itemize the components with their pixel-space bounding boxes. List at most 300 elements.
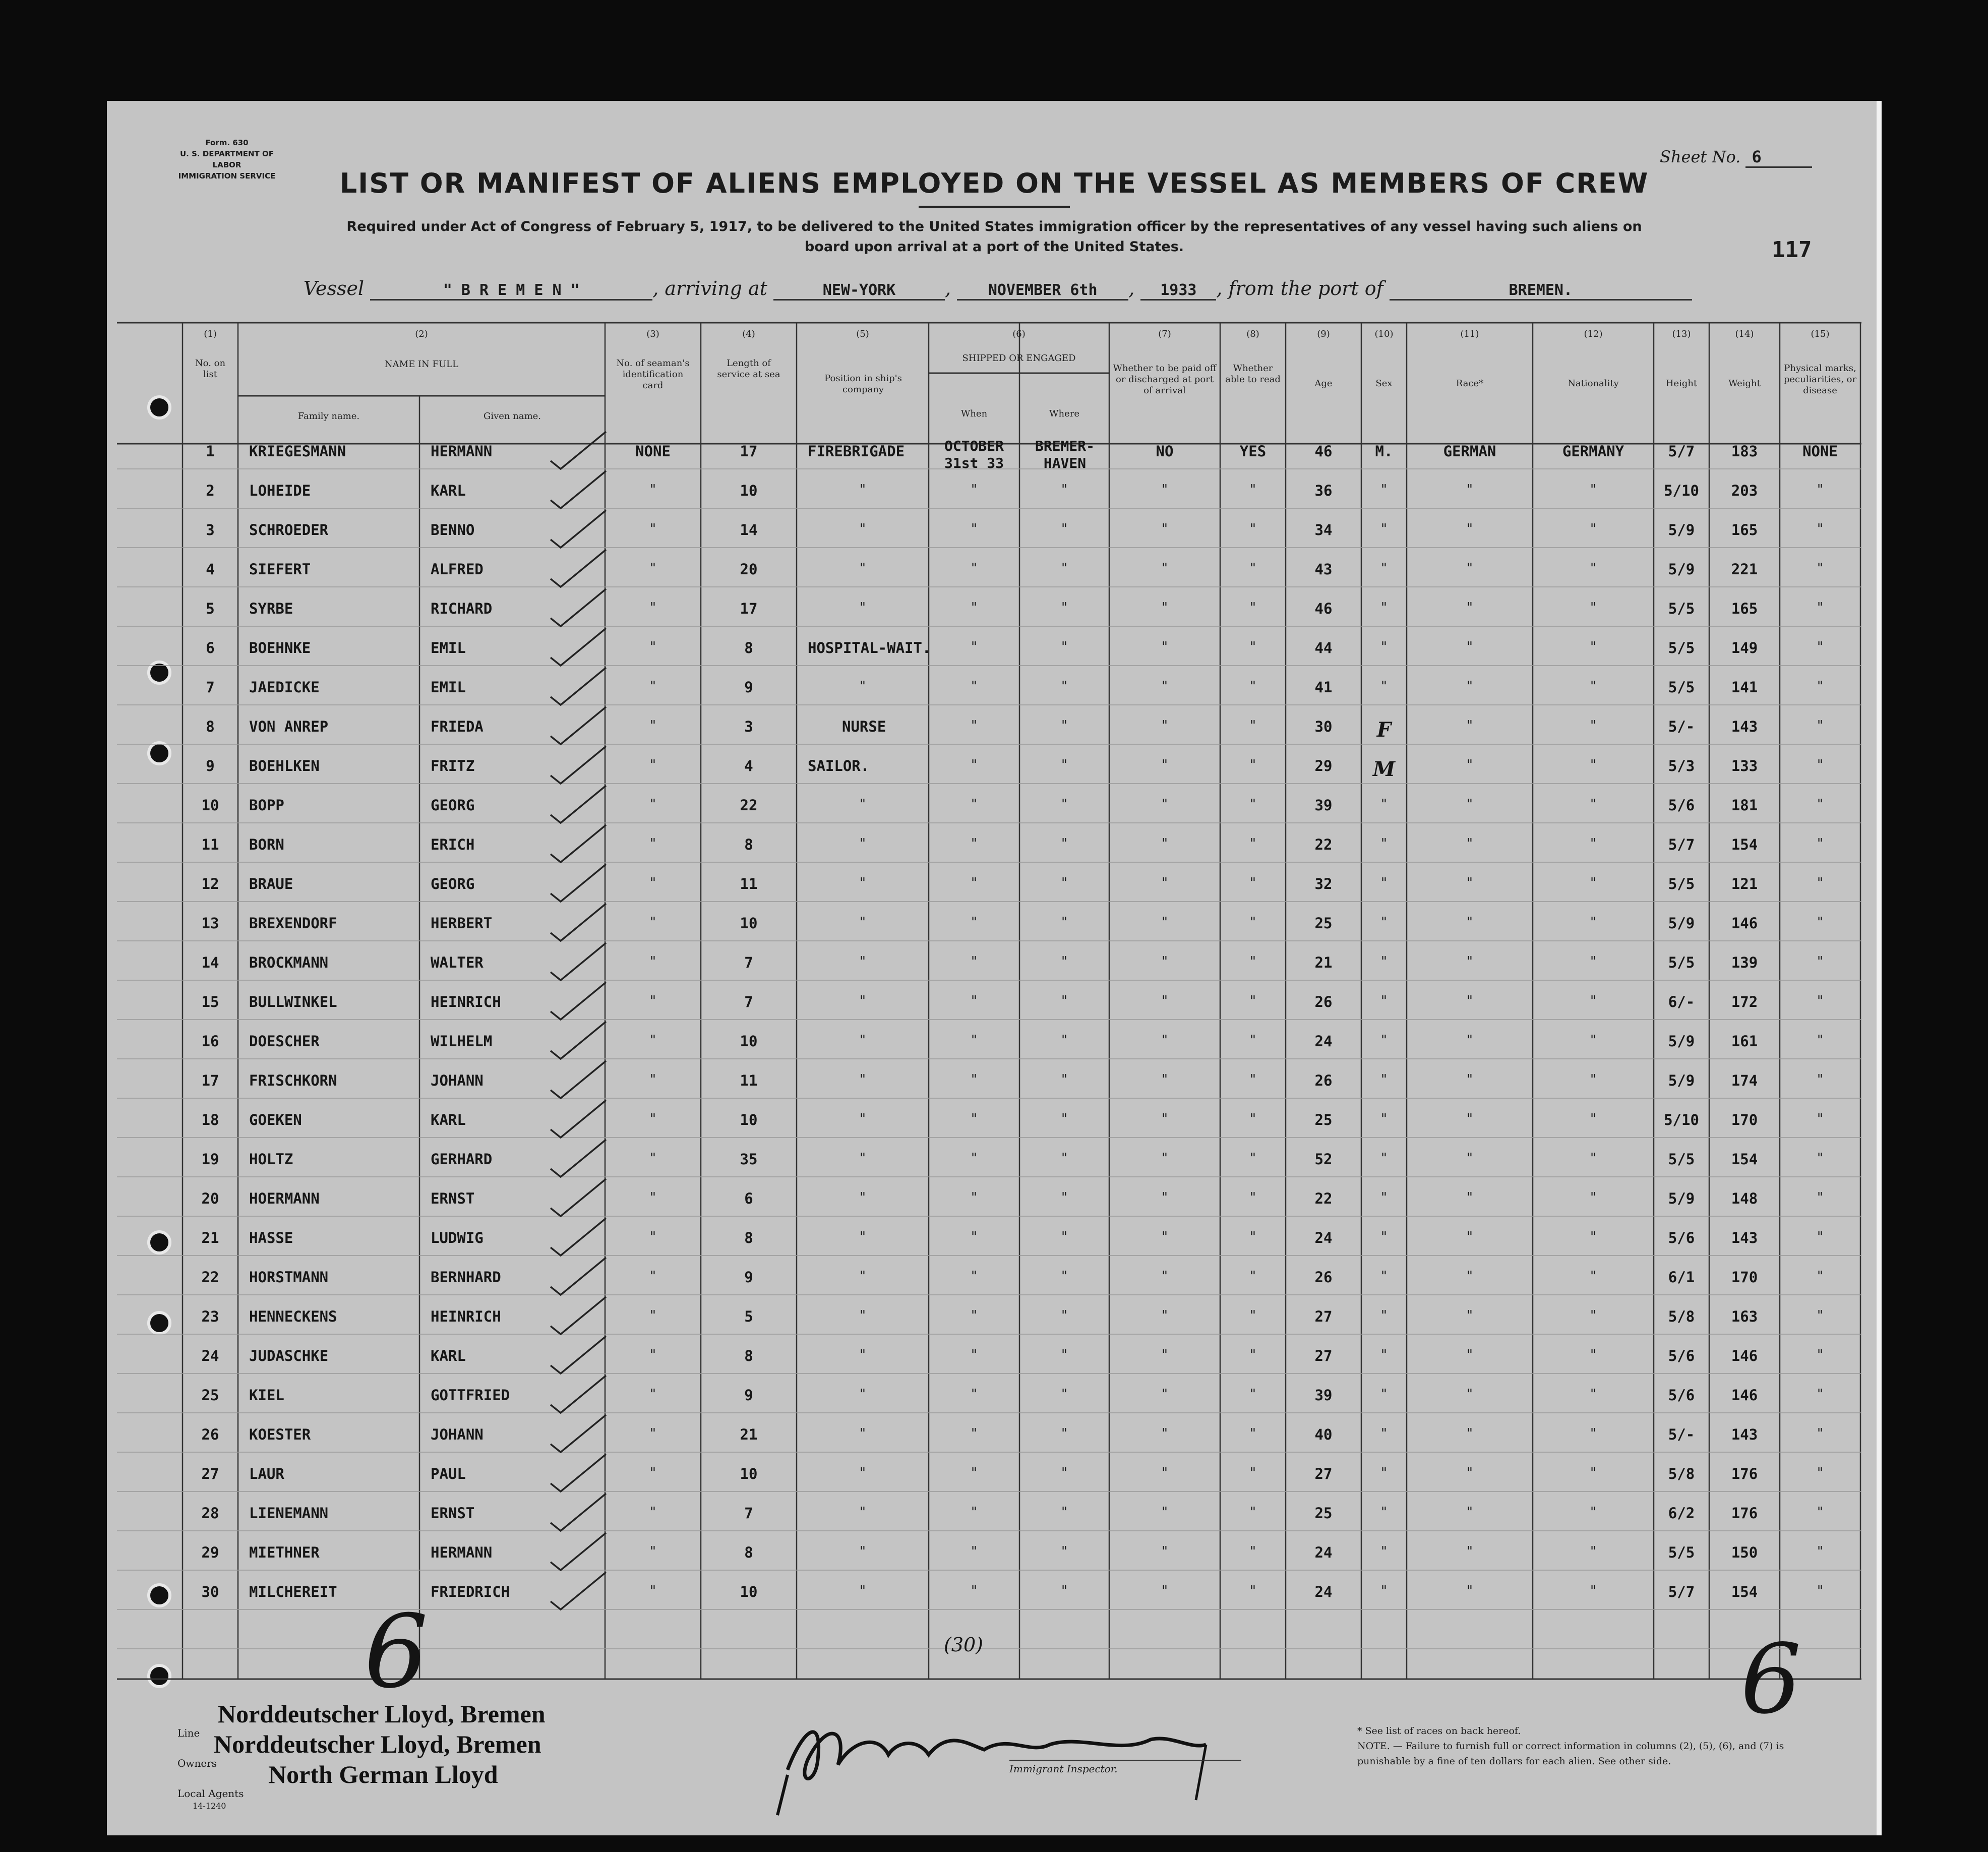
row-11-nationality: " xyxy=(1590,836,1596,851)
row-15-position: " xyxy=(860,993,866,1008)
shipped-when-line1: OCTOBER xyxy=(944,438,1004,454)
row-1-sex: M. xyxy=(1375,443,1393,460)
row-1-nationality: GERMANY xyxy=(1562,443,1624,460)
row-25-weight: 146 xyxy=(1731,1387,1758,1404)
row-10-no: 10 xyxy=(201,797,219,814)
shipped-where xyxy=(1019,438,1110,472)
row-6-weight: 149 xyxy=(1731,639,1758,656)
row-12-family: BRAUE xyxy=(249,875,293,892)
column-number: (4) xyxy=(742,329,755,339)
row-3-height: 5/9 xyxy=(1668,521,1695,539)
row-21-race: " xyxy=(1467,1229,1473,1244)
row-20-card: " xyxy=(650,1190,656,1205)
row-25-height: 5/6 xyxy=(1668,1387,1695,1404)
row-19-read: " xyxy=(1250,1151,1256,1166)
row-25-age: 39 xyxy=(1314,1387,1333,1404)
row-9-sex: M xyxy=(1372,757,1396,781)
row-24-read: " xyxy=(1250,1347,1256,1362)
row-23-paid: " xyxy=(1162,1308,1168,1323)
row-27-weight: 176 xyxy=(1731,1465,1758,1482)
row-26-age: 40 xyxy=(1314,1426,1333,1443)
ditto-mark: " xyxy=(1061,993,1067,1008)
document-subtitle: Required under Act of Congress of February 5, 1917, to be delivered to the United States immigration officer by the representatives of any vessel having such aliens on board upon arrival at a port of the United States. xyxy=(346,219,1642,255)
row-9-physical: " xyxy=(1817,757,1823,772)
row-5-height: 5/5 xyxy=(1668,600,1695,617)
row-8-sex: F xyxy=(1376,718,1392,742)
row-30-given: FRIEDRICH xyxy=(431,1583,510,1600)
row-9-card: " xyxy=(650,757,656,772)
ditto-mark: " xyxy=(1061,1269,1067,1284)
row-20-read: " xyxy=(1250,1190,1256,1205)
ditto-mark: " xyxy=(1061,521,1067,536)
row-18-physical: " xyxy=(1817,1111,1823,1126)
row-25-family: KIEL xyxy=(249,1387,284,1404)
row-26-length: 21 xyxy=(740,1426,758,1443)
row-21-card: " xyxy=(650,1229,656,1244)
row-9-weight: 133 xyxy=(1731,757,1758,774)
row-5-family: SYRBE xyxy=(249,600,293,617)
row-14-given: WALTER xyxy=(431,954,484,971)
row-5-age: 46 xyxy=(1314,600,1333,617)
row-27-nationality: " xyxy=(1590,1465,1596,1480)
row-13-no: 13 xyxy=(201,915,219,932)
row-12-height: 5/5 xyxy=(1668,875,1695,892)
row-20-length: 6 xyxy=(744,1190,753,1207)
row-22-paid: " xyxy=(1162,1269,1168,1284)
arriving-label: , arriving at xyxy=(652,277,767,300)
row-24-length: 8 xyxy=(744,1347,753,1364)
row-11-family: BORN xyxy=(249,836,284,853)
ditto-mark: " xyxy=(1061,1229,1067,1244)
column-number: (12) xyxy=(1584,329,1603,339)
row-18-age: 25 xyxy=(1314,1111,1333,1128)
row-13-read: " xyxy=(1250,915,1256,930)
row-23-sex: " xyxy=(1381,1308,1387,1323)
row-20-family: HOERMANN xyxy=(249,1190,320,1207)
row-19-length: 35 xyxy=(740,1151,758,1168)
shipped-where-line2: HAVEN xyxy=(1043,455,1087,471)
row-4-sex: " xyxy=(1381,561,1387,576)
row-16-race: " xyxy=(1467,1033,1473,1048)
header-when: When xyxy=(960,408,988,419)
row-17-height: 5/9 xyxy=(1668,1072,1695,1089)
row-6-position: HOSPITAL-WAIT. xyxy=(808,639,931,656)
vessel-label: Vessel xyxy=(304,277,365,300)
row-25-no: 25 xyxy=(201,1387,219,1404)
from-port-label: , from the port of xyxy=(1216,277,1383,300)
row-24-sex: " xyxy=(1381,1347,1387,1362)
ditto-mark: " xyxy=(1061,1465,1067,1480)
row-23-nationality: " xyxy=(1590,1308,1596,1323)
row-26-nationality: " xyxy=(1590,1426,1596,1441)
row-12-read: " xyxy=(1250,875,1256,890)
row-6-race: " xyxy=(1467,639,1473,654)
row-15-age: 26 xyxy=(1314,993,1333,1010)
row-5-nationality: " xyxy=(1590,600,1596,615)
row-29-age: 24 xyxy=(1314,1544,1333,1561)
ditto-mark: " xyxy=(1061,1033,1067,1048)
row-11-no: 11 xyxy=(201,836,219,853)
row-21-given: LUDWIG xyxy=(431,1229,484,1246)
row-25-position: " xyxy=(860,1387,866,1402)
row-4-read: " xyxy=(1250,561,1256,576)
row-23-position: " xyxy=(860,1308,866,1323)
row-3-race: " xyxy=(1467,521,1473,536)
row-22-read: " xyxy=(1250,1269,1256,1284)
row-19-no: 19 xyxy=(201,1151,219,1168)
row-4-weight: 221 xyxy=(1731,561,1758,578)
row-3-paid: " xyxy=(1162,521,1168,536)
row-16-physical: " xyxy=(1817,1033,1823,1048)
column-number: (13) xyxy=(1672,329,1691,339)
row-9-no: 9 xyxy=(206,757,215,774)
row-5-no: 5 xyxy=(206,600,215,617)
row-15-given: HEINRICH xyxy=(431,993,501,1010)
row-22-card: " xyxy=(650,1269,656,1284)
row-14-position: " xyxy=(860,954,866,969)
row-4-paid: " xyxy=(1162,561,1168,576)
row-8-nationality: " xyxy=(1590,718,1596,733)
inspector-line xyxy=(1009,1760,1241,1761)
shipped-when xyxy=(929,438,1019,472)
row-7-length: 9 xyxy=(744,679,753,696)
row-5-race: " xyxy=(1467,600,1473,615)
row-16-given: WILHELM xyxy=(431,1033,493,1050)
header-weight: Weight xyxy=(1728,378,1761,389)
row-20-given: ERNST xyxy=(431,1190,475,1207)
row-1-height: 5/7 xyxy=(1668,443,1695,460)
row-8-read: " xyxy=(1250,718,1256,733)
row-17-family: FRISCHKORN xyxy=(249,1072,337,1089)
race-note: * See list of races on back hereof. xyxy=(1357,1725,1521,1737)
row-19-race: " xyxy=(1467,1151,1473,1166)
arrival-date: NOVEMBER 6th xyxy=(957,281,1128,301)
row-25-given: GOTTFRIED xyxy=(431,1387,510,1404)
row-8-paid: " xyxy=(1162,718,1168,733)
row-10-paid: " xyxy=(1162,797,1168,812)
row-15-height: 6/- xyxy=(1668,993,1695,1010)
row-4-no: 4 xyxy=(206,561,215,578)
row-29-read: " xyxy=(1250,1544,1256,1559)
row-26-given: JOHANN xyxy=(431,1426,484,1443)
row-20-no: 20 xyxy=(201,1190,219,1207)
row-1-position: FIREBRIGADE xyxy=(808,443,905,460)
owners-label: Owners xyxy=(177,1757,217,1769)
row-11-position: " xyxy=(860,836,866,851)
row-18-nationality: " xyxy=(1590,1111,1596,1126)
inspector-label: Immigrant Inspector. xyxy=(1009,1763,1118,1775)
row-24-no: 24 xyxy=(201,1347,219,1364)
row-4-given: ALFRED xyxy=(431,561,484,578)
local-agents-label: Local Agents xyxy=(177,1787,244,1800)
row-1-race: GERMAN xyxy=(1443,443,1496,460)
row-2-physical: " xyxy=(1817,482,1823,497)
ditto-mark: " xyxy=(1061,797,1067,812)
row-1-age: 46 xyxy=(1314,443,1333,460)
row-21-read: " xyxy=(1250,1229,1256,1244)
column-number: (15) xyxy=(1811,329,1830,339)
row-30-card: " xyxy=(650,1583,656,1598)
row-7-paid: " xyxy=(1162,679,1168,694)
row-24-position: " xyxy=(860,1347,866,1362)
row-14-sex: " xyxy=(1381,954,1387,969)
row-27-length: 10 xyxy=(740,1465,758,1482)
row-29-family: MIETHNER xyxy=(249,1544,320,1561)
row-23-physical: " xyxy=(1817,1308,1823,1323)
row-23-age: 27 xyxy=(1314,1308,1333,1325)
row-22-physical: " xyxy=(1817,1269,1823,1284)
ditto-mark: " xyxy=(971,600,977,615)
row-30-length: 10 xyxy=(740,1583,758,1600)
row-16-card: " xyxy=(650,1033,656,1048)
row-9-family: BOEHLKEN xyxy=(249,757,320,774)
row-22-sex: " xyxy=(1381,1269,1387,1284)
header-age: Age xyxy=(1314,378,1333,389)
row-20-nationality: " xyxy=(1590,1190,1596,1205)
row-21-sex: " xyxy=(1381,1229,1387,1244)
row-8-weight: 143 xyxy=(1731,718,1758,735)
row-16-family: DOESCHER xyxy=(249,1033,320,1050)
row-21-weight: 143 xyxy=(1731,1229,1758,1246)
penalty-note: NOTE. — Failure to furnish full or correct information in columns (2), (5), (6), and (7) is punishable by a fine of ten dollars for each alien. See other side. xyxy=(1357,1741,1784,1767)
row-4-height: 5/9 xyxy=(1668,561,1695,578)
row-17-given: JOHANN xyxy=(431,1072,484,1089)
row-22-race: " xyxy=(1467,1269,1473,1284)
row-1-card: NONE xyxy=(635,443,671,460)
row-13-paid: " xyxy=(1162,915,1168,930)
row-2-given: KARL xyxy=(431,482,466,499)
ditto-mark: " xyxy=(1061,1583,1067,1598)
ditto-mark: " xyxy=(1061,1151,1067,1166)
row-5-position: " xyxy=(860,600,866,615)
row-4-position: " xyxy=(860,561,866,576)
row-26-family: KOESTER xyxy=(249,1426,311,1443)
row-23-card: " xyxy=(650,1308,656,1323)
row-10-sex: " xyxy=(1381,797,1387,812)
row-4-physical: " xyxy=(1817,561,1823,576)
row-28-read: " xyxy=(1250,1505,1256,1520)
ditto-mark: " xyxy=(1061,954,1067,969)
header-paid-off: Whether to be paid off or discharged at port of arrival xyxy=(1113,363,1217,396)
row-1-read: YES xyxy=(1239,443,1267,460)
header-name-in-full: NAME IN FULL xyxy=(384,359,459,370)
row-19-weight: 154 xyxy=(1731,1151,1758,1168)
row-7-age: 41 xyxy=(1314,679,1333,696)
row-14-height: 5/5 xyxy=(1668,954,1695,971)
row-14-race: " xyxy=(1467,954,1473,969)
row-3-physical: " xyxy=(1817,521,1823,536)
row-13-height: 5/9 xyxy=(1668,915,1695,932)
row-30-position: " xyxy=(860,1583,866,1598)
ditto-mark: " xyxy=(1061,679,1067,694)
row-16-no: 16 xyxy=(201,1033,219,1050)
row-3-length: 14 xyxy=(740,521,758,539)
form-number: Form. 630 xyxy=(205,138,249,147)
row-18-no: 18 xyxy=(201,1111,219,1128)
row-18-position: " xyxy=(860,1111,866,1126)
row-29-card: " xyxy=(650,1544,656,1559)
row-7-no: 7 xyxy=(206,679,215,696)
header-position: Position in ship's company xyxy=(824,373,902,395)
row-11-height: 5/7 xyxy=(1668,836,1695,853)
row-4-length: 20 xyxy=(740,561,758,578)
row-12-weight: 121 xyxy=(1731,875,1758,892)
header-physical-marks: Physical marks, peculiarities, or disease xyxy=(1783,363,1857,396)
ditto-mark: " xyxy=(1061,718,1067,733)
row-28-given: ERNST xyxy=(431,1505,475,1522)
column-number: (7) xyxy=(1158,329,1171,339)
row-6-physical: " xyxy=(1817,639,1823,654)
row-17-length: 11 xyxy=(740,1072,758,1089)
row-24-given: KARL xyxy=(431,1347,466,1364)
row-26-card: " xyxy=(650,1426,656,1441)
header-height: Height xyxy=(1665,378,1698,389)
row-5-card: " xyxy=(650,600,656,615)
row-14-age: 21 xyxy=(1314,954,1333,971)
row-28-card: " xyxy=(650,1505,656,1520)
row-27-no: 27 xyxy=(201,1465,219,1482)
row-30-weight: 154 xyxy=(1731,1583,1758,1600)
row-26-read: " xyxy=(1250,1426,1256,1441)
service-name: IMMIGRATION SERVICE xyxy=(178,171,276,181)
row-7-race: " xyxy=(1467,679,1473,694)
row-24-card: " xyxy=(650,1347,656,1362)
ditto-mark: " xyxy=(971,875,977,890)
row-8-race: " xyxy=(1467,718,1473,733)
row-6-family: BOEHNKE xyxy=(249,639,311,656)
row-10-family: BOPP xyxy=(249,797,284,814)
row-25-length: 9 xyxy=(744,1387,753,1404)
row-21-family: HASSE xyxy=(249,1229,293,1246)
ditto-mark: " xyxy=(971,757,977,772)
row-25-paid: " xyxy=(1162,1387,1168,1402)
row-3-age: 34 xyxy=(1314,521,1333,539)
row-13-sex: " xyxy=(1381,915,1387,930)
row-16-nationality: " xyxy=(1590,1033,1596,1048)
row-9-height: 5/3 xyxy=(1668,757,1695,774)
row-29-given: HERMANN xyxy=(431,1544,493,1561)
row-6-read: " xyxy=(1250,639,1256,654)
row-10-card: " xyxy=(650,797,656,812)
row-15-family: BULLWINKEL xyxy=(249,993,337,1010)
row-29-nationality: " xyxy=(1590,1544,1596,1559)
ditto-mark: " xyxy=(971,482,977,497)
row-6-card: " xyxy=(650,639,656,654)
row-28-length: 7 xyxy=(744,1505,753,1522)
ditto-mark: " xyxy=(971,1465,977,1480)
stamp-number: 117 xyxy=(1772,237,1812,263)
row-20-position: " xyxy=(860,1190,866,1205)
row-11-sex: " xyxy=(1381,836,1387,851)
row-12-paid: " xyxy=(1162,875,1168,890)
row-18-paid: " xyxy=(1162,1111,1168,1126)
row-8-physical: " xyxy=(1817,718,1823,733)
row-27-read: " xyxy=(1250,1465,1256,1480)
row-6-no: 6 xyxy=(206,639,215,656)
row-14-length: 7 xyxy=(744,954,753,971)
ditto-mark: " xyxy=(1061,915,1067,930)
ditto-mark: " xyxy=(971,1229,977,1244)
row-28-nationality: " xyxy=(1590,1505,1596,1520)
row-14-paid: " xyxy=(1162,954,1168,969)
row-22-family: HORSTMANN xyxy=(249,1269,329,1286)
row-15-weight: 172 xyxy=(1731,993,1758,1010)
row-7-family: JAEDICKE xyxy=(249,679,320,696)
row-13-weight: 146 xyxy=(1731,915,1758,932)
ditto-mark: " xyxy=(971,797,977,812)
row-4-nationality: " xyxy=(1590,561,1596,576)
row-20-age: 22 xyxy=(1314,1190,1333,1207)
row-17-paid: " xyxy=(1162,1072,1168,1087)
row-12-length: 11 xyxy=(740,875,758,892)
row-5-weight: 165 xyxy=(1731,600,1758,617)
row-26-height: 5/- xyxy=(1668,1426,1695,1443)
header-length-service: Length of service at sea xyxy=(717,358,780,380)
ditto-mark: " xyxy=(1061,1505,1067,1520)
row-21-paid: " xyxy=(1162,1229,1168,1244)
row-24-weight: 146 xyxy=(1731,1347,1758,1364)
ditto-mark: " xyxy=(1061,875,1067,890)
row-19-position: " xyxy=(860,1151,866,1166)
department-name: U. S. DEPARTMENT OF LABOR xyxy=(179,149,274,169)
row-21-height: 5/6 xyxy=(1668,1229,1695,1246)
ditto-mark: " xyxy=(971,1033,977,1048)
row-17-no: 17 xyxy=(201,1072,219,1089)
row-23-read: " xyxy=(1250,1308,1256,1323)
row-24-race: " xyxy=(1467,1347,1473,1362)
column-number: (1) xyxy=(204,329,217,339)
row-14-weight: 139 xyxy=(1731,954,1758,971)
row-2-paid: " xyxy=(1162,482,1168,497)
row-15-no: 15 xyxy=(201,993,219,1010)
header-no-on-list: No. on list xyxy=(195,358,226,380)
row-27-physical: " xyxy=(1817,1465,1823,1480)
row-24-paid: " xyxy=(1162,1347,1168,1362)
row-13-card: " xyxy=(650,915,656,930)
row-20-weight: 148 xyxy=(1731,1190,1758,1207)
row-23-no: 23 xyxy=(201,1308,219,1325)
row-17-age: 26 xyxy=(1314,1072,1333,1089)
row-22-nationality: " xyxy=(1590,1269,1596,1284)
row-23-given: HEINRICH xyxy=(431,1308,501,1325)
row-23-race: " xyxy=(1467,1308,1473,1323)
row-30-family: MILCHEREIT xyxy=(249,1583,337,1600)
row-12-nationality: " xyxy=(1590,875,1596,890)
row-10-weight: 181 xyxy=(1731,797,1758,814)
row-22-weight: 170 xyxy=(1731,1269,1758,1286)
row-16-paid: " xyxy=(1162,1033,1168,1048)
row-9-given: FRITZ xyxy=(431,757,475,774)
row-28-physical: " xyxy=(1817,1505,1823,1520)
ditto-mark: " xyxy=(971,1111,977,1126)
ditto-mark: " xyxy=(1061,482,1067,497)
row-2-height: 5/10 xyxy=(1664,482,1699,499)
row-2-weight: 203 xyxy=(1731,482,1758,499)
row-22-position: " xyxy=(860,1269,866,1284)
row-26-position: " xyxy=(860,1426,866,1441)
row-3-position: " xyxy=(860,521,866,536)
row-14-family: BROCKMANN xyxy=(249,954,329,971)
row-28-weight: 176 xyxy=(1731,1505,1758,1522)
row-17-card: " xyxy=(650,1072,656,1087)
row-13-race: " xyxy=(1467,915,1473,930)
row-11-physical: " xyxy=(1817,836,1823,851)
row-2-race: " xyxy=(1467,482,1473,497)
row-29-height: 5/5 xyxy=(1668,1544,1695,1561)
row-4-card: " xyxy=(650,561,656,576)
row-21-length: 8 xyxy=(744,1229,753,1246)
row-28-height: 6/2 xyxy=(1668,1505,1695,1522)
